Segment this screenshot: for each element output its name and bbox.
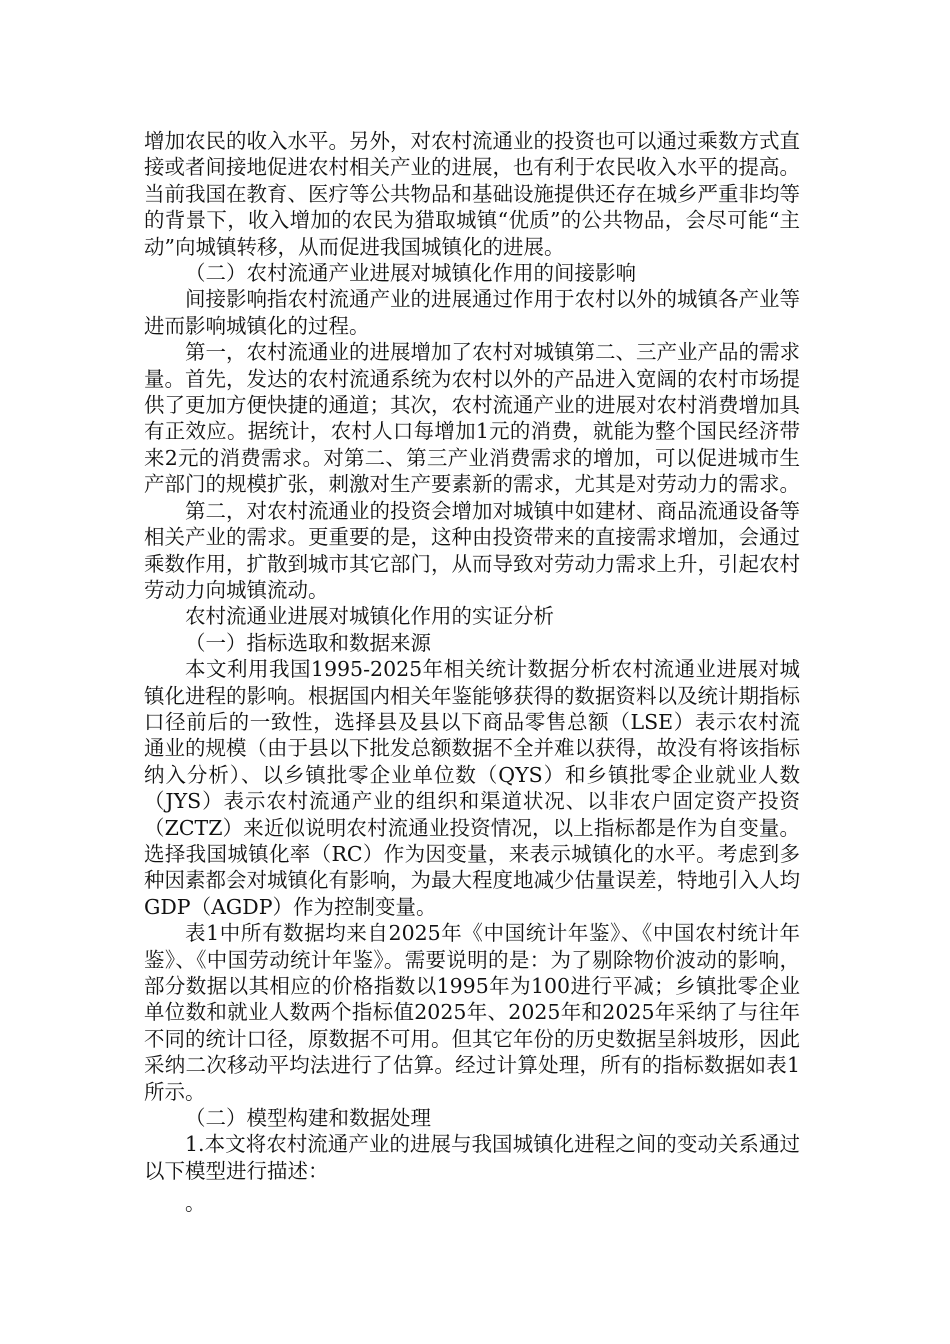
- paragraph-indirect-definition: 间接影响指农村流通产业的进展通过作用于农村以外的城镇各产业等进而影响城镇化的过程。: [144, 287, 800, 338]
- section-heading-empirical-analysis: 农村流通业进展对城镇化作用的实证分析: [185, 604, 554, 629]
- document-page: [144, 128, 800, 1217]
- paragraph-indicator-selection: 本文利用我国1995-2025年相关统计数据分析农村流通业进展对城镇化进程的影响。根据国内相关年鉴能够获得的数据资料以及统计期指标口径前后的一致性，选择县及县以下商品零售总额（LSE）表示农村流通业的规模（由于县以下批发总额数据不全并难以获得，故没有将该指标纳入分析）、以乡镇批零企业单位数（QYS）和乡镇批零企业就业人数（JYS）表示农村流通产业的组织和渠道状况、以非农户固定资产投资（ZCTZ）来近似说明农村流通业投资情况，以上指标都是作为自变量。选择我国城镇化率（RC）作为因变量，来表示城镇化的水平。考虑到多种因素都会对城镇化有影响，为最大程度地减少估量误差，特地引入人均GDP（AGDP）作为控制变量。: [144, 657, 800, 919]
- paragraph-second-point: 第二，对农村流通业的投资会增加对城镇中如建材、商品流通设备等相关产业的需求。更重要的是，这种由投资带来的直接需求增加，会通过乘数作用，扩散到城市其它部门，从而导致对劳动力需求上升，引起农村劳动力向城镇流动。: [144, 498, 800, 602]
- paragraph-data-sources: 表1中所有数据均来自2025年《中国统计年鉴》、《中国农村统计年鉴》、《中国劳动统计年鉴》。需要说明的是：为了剔除物价波动的影响，部分数据以其相应的价格指数以1995年为100进行平减；乡镇批零企业单位数和就业人数两个指标值2025年、2025年和2025年采纳了与往年不同的统计口径，原数据不可用。但其它年份的历史数据呈斜坡形，因此采纳二次移动平均法进行了估算。经过计算处理，所有的指标数据如表1所示。: [144, 921, 800, 1104]
- paragraph-first-point: 第一，农村流通业的进展增加了农村对城镇第二、三产业产品的需求量。首先，发达的农村流通系统为农村以外的产品进入宽阔的农村市场提供了更加方便快捷的通道；其次，农村流通产业的进展对农村消费增加具有正效应。据统计，农村人口每增加1元的消费，就能为整个国民经济带来2元的消费需求。对第二、第三产业消费需求的增加，可以促进城市生产部门的规模扩张，刺激对生产要素新的需求，尤其是对劳动力的需求。: [144, 340, 800, 497]
- section-heading-indicators: （一）指标选取和数据来源: [185, 630, 431, 655]
- section-heading-model: （二）模型构建和数据处理: [185, 1106, 431, 1131]
- formula-placeholder: 。: [185, 1191, 206, 1216]
- section-heading-indirect-impact: （二）农村流通产业进展对城镇化作用的间接影响: [185, 261, 636, 286]
- paragraph-model-intro: 1.本文将农村流通产业的进展与我国城镇化进程之间的变动关系通过以下模型进行描述：: [144, 1132, 800, 1183]
- paragraph-income: 增加农民的收入水平。另外，对农村流通业的投资也可以通过乘数方式直接或者间接地促进农村相关产业的进展，也有利于农民收入水平的提高。当前我国在教育、医疗等公共物品和基础设施提供还存在城乡严重非均等的背景下，收入增加的农民为猎取城镇“优质”的公共物品，会尽可能“主动”向城镇转移，从而促进我国城镇化的进展。: [144, 129, 800, 259]
